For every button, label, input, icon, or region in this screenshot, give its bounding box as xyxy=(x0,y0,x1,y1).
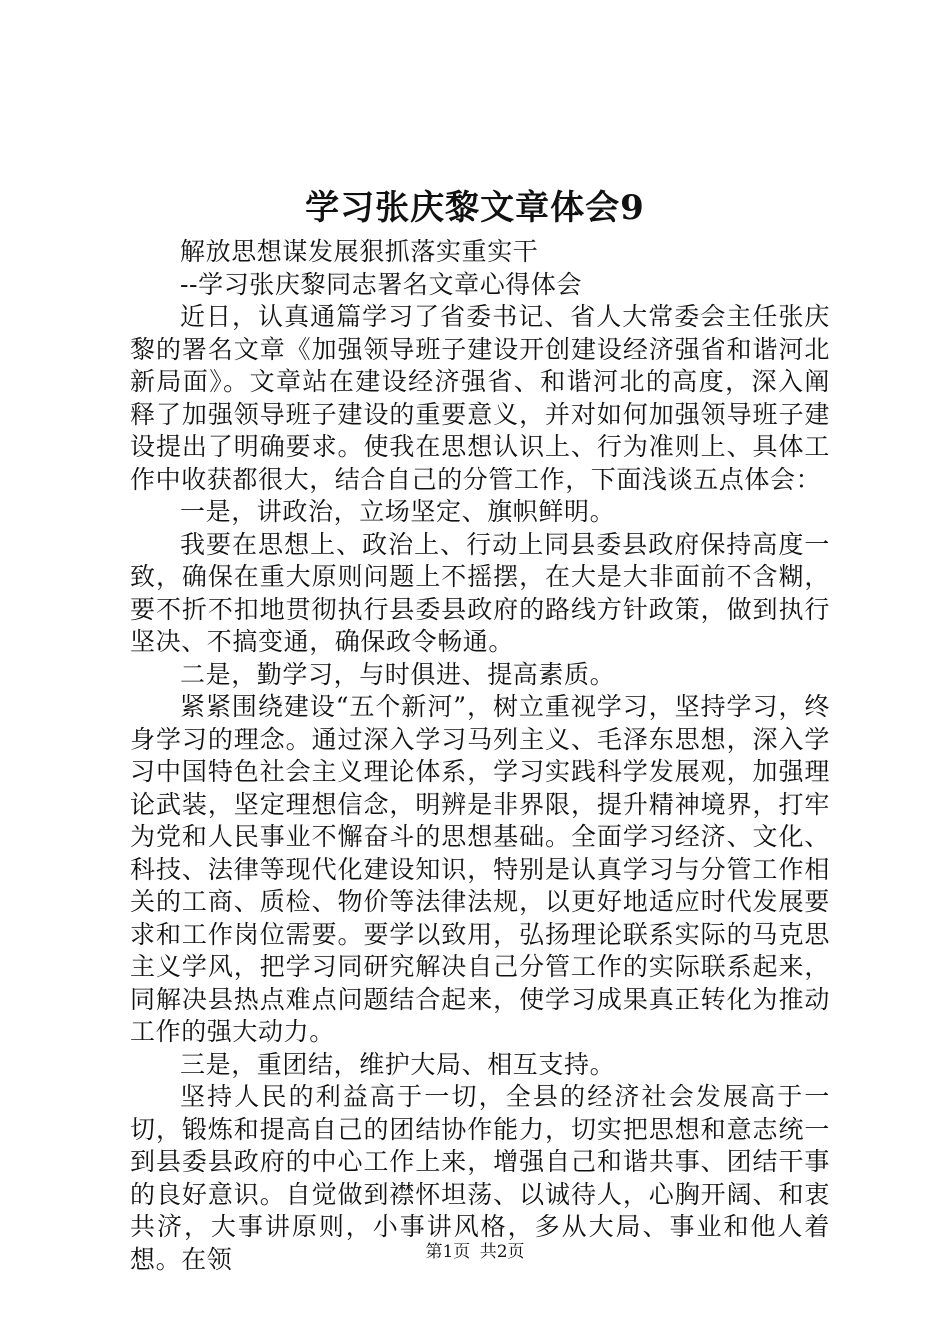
point-heading-2: 二是，勤学习，与时俱进、提高素质。 xyxy=(180,659,616,689)
point-paragraph-3: 坚持人民的利益高于一切，全县的经济社会发展高于一切，锻炼和提高自己的团结协作能力，切实把思想和意志统一到县委县政府的中心工作上来，增强自己和谐共事、团结干事的良好意识。自觉做到襟怀坦荡、以诚待人，心胸开阔、和衷共济，大事讲原则，小事讲风格，多从大局、事业和他人着想。在领 xyxy=(130,1082,830,1274)
point-heading-1: 一是，讲政治，立场坚定、旗帜鲜明。 xyxy=(180,497,616,526)
point-paragraph-2: 紧紧围绕建设“五个新河”，树立重视学习，坚持学习，终身学习的理念。通过深入学习马列主义、毛泽东思想，深入学习中国特色社会主义理论体系，学习实践科学发展观，加强理论武装，坚定理想信念，明辨是非界限，提升精神境界，打牢为党和人民事业不懈奋斗的思想基础。全面学习经济、文化、科技、法律等现代化建设知识，特别是认真学习与分管工作相关的工商、质检、物价等法律法规，以更好地适应时代发展要求和工作岗位需要。要学以致用，弘扬理论联系实际的马克思主义学风，把学习同研究解决自己分管工作的实际联系起来，同解决县热点难点问题结合起来，使学习成果真正转化为推动工作的强大动力。 xyxy=(130,692,830,1046)
document-title: 学习张庆黎文章体会9 xyxy=(305,188,645,228)
point-heading-3: 三是，重团结，维护大局、相互支持。 xyxy=(180,1049,616,1079)
document-body xyxy=(130,236,830,1276)
subtitle-line: 解放思想谋发展狠抓落实重实干 xyxy=(180,237,539,266)
subtitle-subline: --学习张庆黎同志署名文章心得体会 xyxy=(180,269,583,299)
page-total: 共2页 xyxy=(479,1242,525,1262)
page-footer xyxy=(0,1240,950,1264)
page-number: 第1页 xyxy=(425,1242,471,1262)
intro-paragraph: 近日，认真通篇学习了省委书记、省人大常委会主任张庆黎的署名文章《加强领导班子建设开创建设经济强省和谐河北新局面》。文章站在建设经济强省、和谐河北的高度，深入阐释了加强领导班子建设的重要意义，并对如何加强领导班子建设提出了明确要求。使我在思想认识上、行为准则上、具体工作中收获都很大，结合自己的分管工作，下面浅谈五点体会： xyxy=(130,302,830,494)
point-paragraph-1: 我要在思想上、政治上、行动上同县委县政府保持高度一致，确保在重大原则问题上不摇摆，在大是大非面前不含糊，要不折不扣地贯彻执行县委县政府的路线方针政策，做到执行坚决、不搞变通，确保政令畅通。 xyxy=(130,529,830,656)
